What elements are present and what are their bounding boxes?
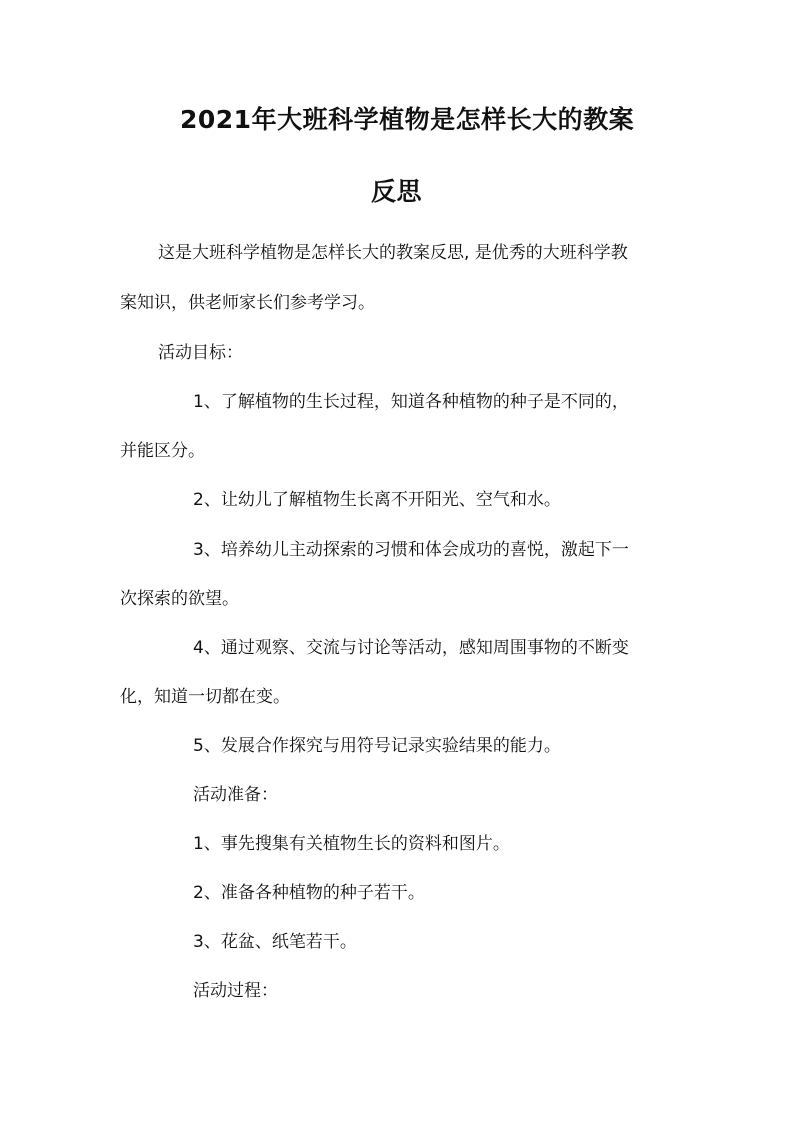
intro-line-2: 案知识，供老师家长们参考学习。 [120,293,375,313]
goal-item-1-line-1: 1、了解植物的生长过程，知道各种植物的种子是不同的， [193,392,629,412]
preparation-item-1: 1、事先搜集有关植物生长的资料和图片。 [193,834,510,854]
intro-line-1: 这是大班科学植物是怎样长大的教案反思, 是优秀的大班科学教 [158,243,628,263]
preparation-item-2: 2、准备各种植物的种子若干。 [193,883,425,903]
goal-item-4-line-2: 化，知道一切都在变。 [120,687,290,707]
goal-item-3-line-1: 3、培养幼儿主动探索的习惯和体会成功的喜悦，激起下一 [193,540,629,560]
goal-item-4-line-1: 4、通过观察、交流与讨论等活动，感知周围事物的不断变 [193,638,629,658]
process-heading: 活动过程： [193,981,278,1001]
preparation-heading: 活动准备： [193,785,278,805]
goal-item-2: 2、让幼儿了解植物生长离不开阳光、空气和水。 [193,490,561,510]
preparation-item-3: 3、花盆、纸笔若干。 [193,932,357,952]
goal-item-5: 5、发展合作探究与用符号记录实验结果的能力。 [193,736,561,756]
goals-heading: 活动目标： [158,343,243,363]
goal-item-1-line-2: 并能区分。 [120,441,205,461]
document-title-line-1: 2021年大班科学植物是怎样长大的教案 [180,105,635,134]
document-title-line-2: 反思 [371,177,423,206]
goal-item-3-line-2: 次探索的欲望。 [120,589,239,609]
